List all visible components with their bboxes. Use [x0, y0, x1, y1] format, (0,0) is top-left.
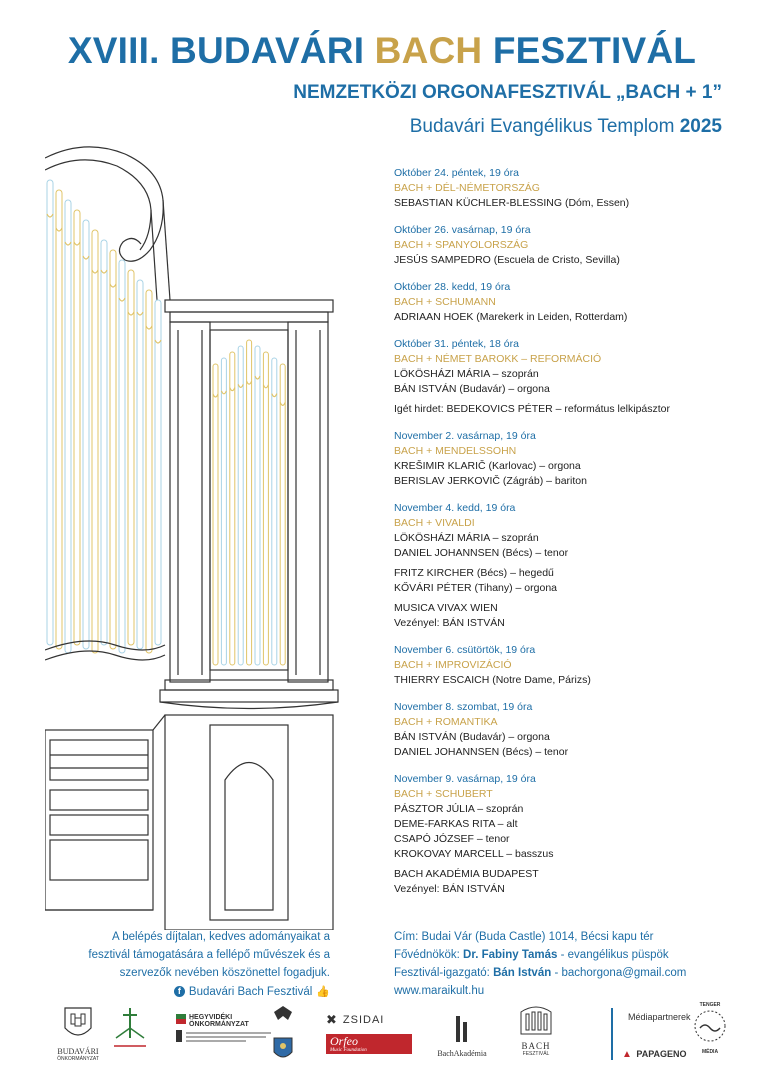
organ-pipe-mouth — [101, 270, 107, 273]
patron-name: Dr. Fabiny Tamás — [463, 949, 558, 961]
organ-pipe — [83, 220, 89, 649]
organ-pipe-mouth — [92, 270, 98, 273]
event-performer: DANIEL JOHANNSEN (Bécs) – tenor — [394, 746, 569, 758]
title-accent: BACH — [374, 30, 483, 71]
papageno-icon: ▲ — [622, 1049, 632, 1060]
organ-pipe-mouth — [137, 312, 143, 315]
bach-fesztival-text: BACH — [521, 1041, 551, 1051]
organ-pipe-mouth — [221, 391, 226, 394]
event-performer: KŐVÁRI PÉTER (Tihany) – orgona — [394, 582, 558, 594]
logo-bach-fesztival — [512, 1002, 560, 1057]
budavari-text: BUDAVÁRI — [57, 1047, 99, 1056]
organ-pipe — [56, 190, 62, 649]
organ-pipe — [230, 352, 235, 665]
event-item — [394, 501, 734, 631]
event-performer: BÁN ISTVÁN (Budavár) – orgona — [394, 731, 550, 743]
event-performer: ADRIAAN HOEK (Marekerk in Leiden, Rotterdam) — [394, 311, 628, 323]
event-date: Október 24. péntek, 19 óra — [394, 167, 519, 179]
organ-pipes-left — [47, 180, 161, 653]
organ-pipe-mouth — [74, 242, 80, 245]
logo-tenger — [684, 1002, 736, 1055]
venue-name: Budavári Evangélikus Templom — [409, 116, 680, 137]
logo-bach-akademia — [426, 1014, 498, 1058]
organ-pipe-mouth — [263, 385, 268, 388]
sponsor-logos — [40, 1000, 740, 1070]
event-performer: DEME-FARKAS RITA – alt — [394, 818, 518, 830]
venue-year: 2025 — [679, 116, 722, 137]
church-cross-icon — [112, 1006, 148, 1050]
address: Cím: Budai Vár (Buda Castle) 1014, Bécsi kapu tér — [394, 931, 654, 943]
hegyvideki-text-2: ÖNKORMÁNYZAT — [189, 1021, 249, 1028]
organ-logo-icon — [519, 1002, 553, 1036]
note-line: fesztivál támogatására a fellépő művészek és a — [88, 949, 330, 961]
event-theme: BACH + IMPROVIZÁCIÓ — [394, 659, 512, 671]
budavari-sub: ÖNKORMÁNYZAT — [57, 1056, 99, 1062]
event-item — [394, 643, 734, 688]
bach-akademia-mark-icon — [454, 1014, 470, 1044]
patron-role: - evangélikus püspök — [557, 949, 669, 961]
event-theme: BACH + ROMANTIKA — [394, 716, 498, 728]
organ-pipe-mouth — [238, 384, 243, 387]
event-ensemble: MUSICA VIVAX WIEN — [394, 602, 498, 614]
event-date: November 8. szombat, 19 óra — [394, 701, 533, 713]
patron-line — [394, 946, 744, 964]
organ-pipe — [247, 340, 252, 665]
organ-pipe — [110, 250, 116, 649]
media-partners-label: Médiapartnerek — [628, 1012, 691, 1022]
event-performer: LÖKÖSHÁZI MÁRIA – szoprán — [394, 532, 539, 544]
director-label: Fesztivál-igazgató: — [394, 967, 494, 979]
crossed-utensils-icon: ✖ — [326, 1012, 337, 1027]
tenger-bottom: MÉDIA — [701, 1049, 719, 1055]
organ-pipe-mouth — [56, 228, 62, 231]
organ-pipe — [101, 240, 107, 645]
organ-pipe — [137, 280, 143, 649]
orfeo-sub: Music Foundation — [330, 1048, 367, 1053]
organ-pipe — [255, 346, 260, 665]
organ-pipe — [119, 260, 125, 653]
organ-pipe-mouth — [128, 312, 134, 315]
contact-info — [394, 928, 744, 1000]
papageno-text: PAPAGENO — [636, 1049, 687, 1059]
organ-pipe — [146, 290, 152, 653]
event-performer: SEBASTIAN KÜCHLER-BLESSING (Dóm, Essen) — [394, 197, 630, 209]
event-date: Október 31. péntek, 18 óra — [394, 338, 519, 350]
organ-pipe — [238, 346, 243, 665]
organ-pipe-mouth — [110, 284, 116, 287]
event-item — [394, 772, 734, 897]
event-date: Október 26. vasárnap, 19 óra — [394, 224, 531, 236]
hegyvideki-flag-icon — [176, 1014, 186, 1028]
organ-pipe — [213, 364, 218, 665]
bach-fesztival-sub: FESZTIVÁL — [522, 1051, 550, 1057]
event-ensemble: BACH AKADÉMIA BUDAPEST — [394, 868, 539, 880]
organ-pipe-mouth — [272, 394, 277, 397]
event-item — [394, 223, 734, 268]
donation-note — [50, 928, 330, 1001]
event-performer: CSAPÓ JÓZSEF – tenor — [394, 833, 510, 845]
organ-pipe — [65, 200, 71, 653]
logo-zsidai — [326, 1012, 416, 1054]
organ-pipes-center — [213, 340, 285, 665]
patron-label: Fővédnökök: — [394, 949, 464, 961]
organ-pipe-mouth — [230, 388, 235, 391]
event-item — [394, 166, 734, 211]
event-item — [394, 337, 734, 417]
organ-pipe-mouth — [213, 394, 218, 397]
note-line: szervezők nevében köszönettel fogadjuk. — [119, 967, 330, 979]
event-conductor: Vezényel: BÁN ISTVÁN — [394, 617, 505, 629]
logo-divider — [611, 1008, 613, 1060]
event-theme: BACH + NÉMET BAROKK – REFORMÁCIÓ — [394, 353, 602, 365]
organ-pipe — [280, 364, 285, 665]
logo-church — [112, 1006, 152, 1055]
organ-pipe — [92, 230, 98, 653]
organ-pipe — [221, 358, 226, 665]
organ-pipe-mouth — [155, 340, 161, 343]
event-theme: BACH + DÉL-NÉMETORSZÁG — [394, 182, 540, 194]
website-link[interactable]: www.maraikult.hu — [394, 985, 485, 997]
event-date: November 4. kedd, 19 óra — [394, 502, 516, 514]
event-date: November 6. csütörtök, 19 óra — [394, 644, 536, 656]
event-performer: LÖKÖSHÁZI MÁRIA – szoprán — [394, 368, 539, 380]
event-date: November 2. vasárnap, 19 óra — [394, 430, 536, 442]
event-performer: JESÚS SAMPEDRO (Escuela de Cristo, Sevilla) — [394, 254, 620, 266]
tenger-top: TENGER — [699, 1002, 721, 1008]
director-line — [394, 964, 744, 982]
event-performer: KROKOVAY MARCELL – basszus — [394, 848, 554, 860]
organ-pipe — [155, 300, 161, 645]
event-date: November 9. vasárnap, 19 óra — [394, 773, 536, 785]
tenger-wave-icon — [692, 1008, 728, 1044]
bach-akademia-text: BachAkadémia — [437, 1049, 487, 1058]
hegyvideki-text: HEGYVIDÉKI — [189, 1014, 233, 1021]
logo-orfeo — [326, 1034, 412, 1054]
event-theme: BACH + MENDELSSOHN — [394, 445, 517, 457]
event-performer: FRITZ KIRCHER (Bécs) – hegedű — [394, 567, 554, 579]
facebook-link[interactable] — [174, 983, 330, 1001]
event-item — [394, 700, 734, 760]
event-date: Október 28. kedd, 19 óra — [394, 281, 511, 293]
logo-eagle — [272, 1004, 298, 1069]
organ-pipe — [128, 270, 134, 645]
zsidai-text: ZSIDAI — [342, 1014, 385, 1026]
organ-pipe-mouth — [247, 381, 252, 384]
director-email[interactable]: - bachorgona@gmail.com — [551, 967, 687, 979]
title-part-2: FESZTIVÁL — [482, 30, 697, 71]
organ-pipe-mouth — [83, 256, 89, 259]
event-theme: BACH + SPANYOLORSZÁG — [394, 239, 529, 251]
event-performer: BERISLAV JERKOVIČ (Zágráb) – bariton — [394, 475, 587, 487]
organ-pipe-mouth — [119, 298, 125, 301]
event-performer: THIERRY ESCAICH (Notre Dame, Párizs) — [394, 674, 591, 686]
event-theme: BACH + SCHUBERT — [394, 788, 493, 800]
event-list — [394, 166, 734, 909]
venue-line — [410, 116, 722, 138]
festival-title — [0, 30, 764, 72]
organ-pipe-mouth — [47, 214, 53, 217]
thumbs-up-icon: 👍 — [316, 985, 330, 998]
event-performer: KREŠIMIR KLARIČ (Karlovac) – orgona — [394, 460, 581, 472]
logo-hegyvideki — [176, 1014, 286, 1051]
event-conductor: Vezényel: BÁN ISTVÁN — [394, 883, 505, 895]
organ-illustration — [45, 140, 355, 930]
organ-pipe-mouth — [280, 402, 285, 405]
title-part-1: XVIII. BUDAVÁRI — [67, 30, 375, 71]
event-performer: DANIEL JOHANNSEN (Bécs) – tenor — [394, 547, 569, 559]
event-sermon: Igét hirdet: BEDEKOVICS PÉTER – református lelkipásztor — [394, 403, 671, 415]
organ-pipe — [263, 352, 268, 665]
logo-papageno — [622, 1044, 692, 1062]
eagle-crest-icon — [272, 1004, 294, 1064]
event-performer: BÁN ISTVÁN (Budavár) – orgona — [394, 383, 550, 395]
event-performer: PÁSZTOR JÚLIA – szoprán — [394, 803, 524, 815]
event-item — [394, 280, 734, 325]
event-theme: BACH + VIVALDI — [394, 517, 475, 529]
budavari-crest-icon — [63, 1006, 93, 1042]
event-item — [394, 429, 734, 489]
facebook-icon: f — [174, 986, 185, 997]
organ-pipe-mouth — [146, 326, 152, 329]
orfeo-text: Orfeo — [330, 1034, 358, 1048]
organ-pipe-mouth — [255, 376, 260, 379]
organ-pipe — [74, 210, 80, 645]
logo-budavari — [48, 1006, 108, 1062]
organ-pipe-mouth — [65, 242, 71, 245]
director-name: Bán István — [493, 967, 552, 979]
embassy-crest-icon — [176, 1028, 276, 1046]
event-theme: BACH + SCHUMANN — [394, 296, 496, 308]
facebook-label: Budavári Bach Fesztivál — [188, 985, 313, 998]
organ-pipe — [272, 358, 277, 665]
festival-subtitle: NEMZETKÖZI ORGONAFESZTIVÁL „BACH + 1” — [293, 82, 722, 103]
note-line: A belépés díjtalan, kedves adományaikat a — [111, 931, 330, 943]
organ-pipe — [47, 180, 53, 645]
